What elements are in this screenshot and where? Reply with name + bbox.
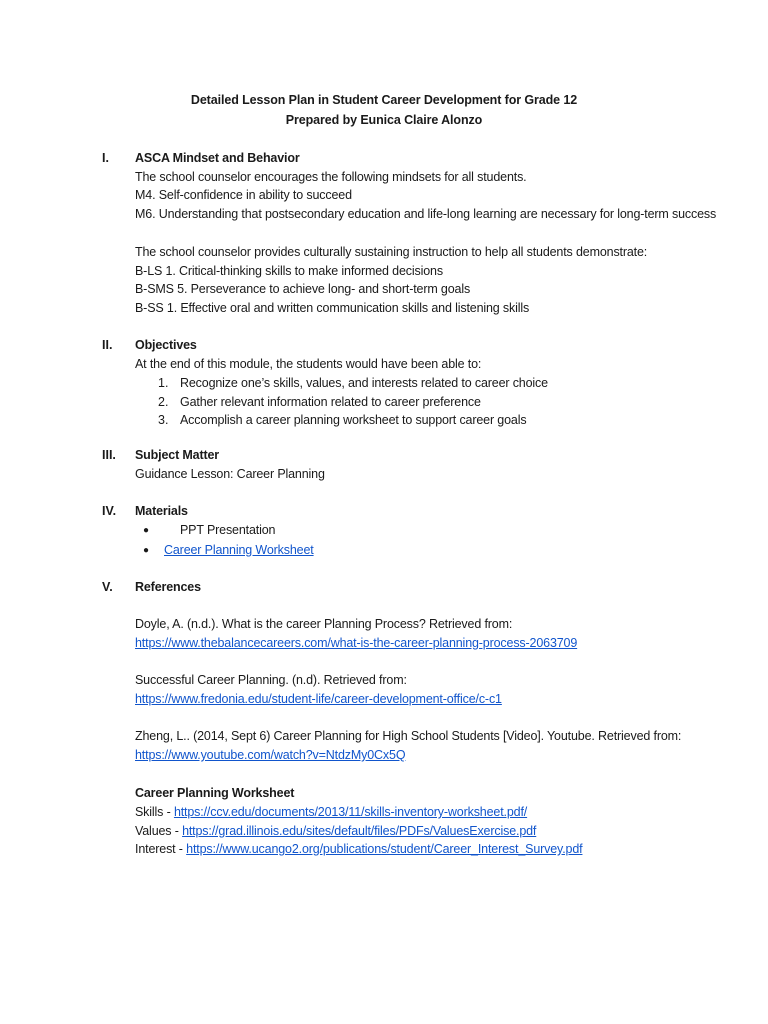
section-3-heading: Subject Matter — [135, 448, 220, 462]
reference-2-text: Successful Career Planning. (n.d). Retrieved from: — [135, 673, 407, 687]
section-1-intro-mindsets: The school counselor encourages the following mindsets for all students. — [135, 170, 527, 184]
document-title: Detailed Lesson Plan in Student Career Development for Grade 12 — [190, 93, 578, 107]
objective-3-number: 3. — [158, 413, 169, 427]
subject-matter-text: Guidance Lesson: Career Planning — [135, 467, 325, 481]
worksheet-interest-link[interactable]: https://www.ucango2.org/publications/student/Career_Interest_Survey.pdf — [186, 842, 583, 856]
worksheet-values-row — [135, 824, 536, 838]
worksheet-skills-label: Skills - — [135, 805, 174, 819]
mindset-m4: M4. Self-confidence in ability to succeed — [135, 188, 352, 202]
section-1-heading: ASCA Mindset and Behavior — [135, 151, 300, 165]
objective-2-number: 2. — [158, 395, 169, 409]
objective-1-text: Recognize one’s skills, values, and interests related to career choice — [180, 376, 548, 390]
material-worksheet-link[interactable]: Career Planning Worksheet — [164, 543, 314, 557]
section-4-heading: Materials — [135, 504, 188, 518]
objective-2-text: Gather relevant information related to career preference — [180, 395, 481, 409]
objective-3-text: Accomplish a career planning worksheet to support career goals — [180, 413, 527, 427]
behavior-bss1: B-SS 1. Effective oral and written communication skills and listening skills — [135, 301, 530, 315]
mindset-m6: M6. Understanding that postsecondary education and life-long learning are necessary for long-term success — [135, 207, 717, 221]
material-ppt: PPT Presentation — [180, 523, 276, 537]
behavior-bsms5: B-SMS 5. Perseverance to achieve long- and short-term goals — [135, 282, 471, 296]
section-1-intro-behaviors: The school counselor provides culturally sustaining instruction to help all students demonstrate: — [135, 245, 648, 259]
section-5-number: V. — [102, 580, 113, 594]
objectives-intro: At the end of this module, the students would have been able to: — [135, 357, 482, 371]
document-author: Prepared by Eunica Claire Alonzo — [285, 113, 483, 127]
worksheet-skills-link[interactable]: https://ccv.edu/documents/2013/11/skills-inventory-worksheet.pdf/ — [173, 805, 528, 819]
section-2-number: II. — [102, 338, 113, 352]
behavior-bls1: B-LS 1. Critical-thinking skills to make informed decisions — [135, 264, 443, 278]
reference-3-link[interactable]: https://www.youtube.com/watch?v=NtdzMy0Cx5Q — [135, 748, 406, 762]
objective-1-number: 1. — [158, 376, 169, 390]
worksheet-skills-row — [135, 805, 527, 819]
worksheet-interest-row — [135, 842, 582, 856]
worksheet-interest-label: Interest - — [135, 842, 187, 856]
section-1-number: I. — [102, 151, 109, 165]
worksheet-values-link[interactable]: https://grad.illinois.edu/sites/default/files/PDFs/ValuesExercise.pdf — [182, 824, 537, 838]
section-5-heading: References — [135, 580, 201, 594]
reference-2-link[interactable]: https://www.fredonia.edu/student-life/career-development-office/c-c1 — [135, 692, 502, 706]
section-4-number: IV. — [102, 504, 117, 518]
reference-1-link[interactable]: https://www.thebalancecareers.com/what-is-the-career-planning-process-2063709 — [135, 636, 578, 650]
bullet-icon: ● — [143, 525, 150, 536]
reference-1-text: Doyle, A. (n.d.). What is the career Planning Process? Retrieved from: — [135, 617, 513, 631]
section-3-number: III. — [102, 448, 116, 462]
worksheet-heading: Career Planning Worksheet — [135, 786, 295, 800]
section-2-heading: Objectives — [135, 338, 197, 352]
reference-3-text: Zheng, L.. (2014, Sept 6) Career Planning for High School Students [Video]. Youtube. Retrieved from: — [135, 729, 682, 743]
bullet-icon: ● — [143, 545, 150, 556]
worksheet-values-label: Values - — [135, 824, 183, 838]
